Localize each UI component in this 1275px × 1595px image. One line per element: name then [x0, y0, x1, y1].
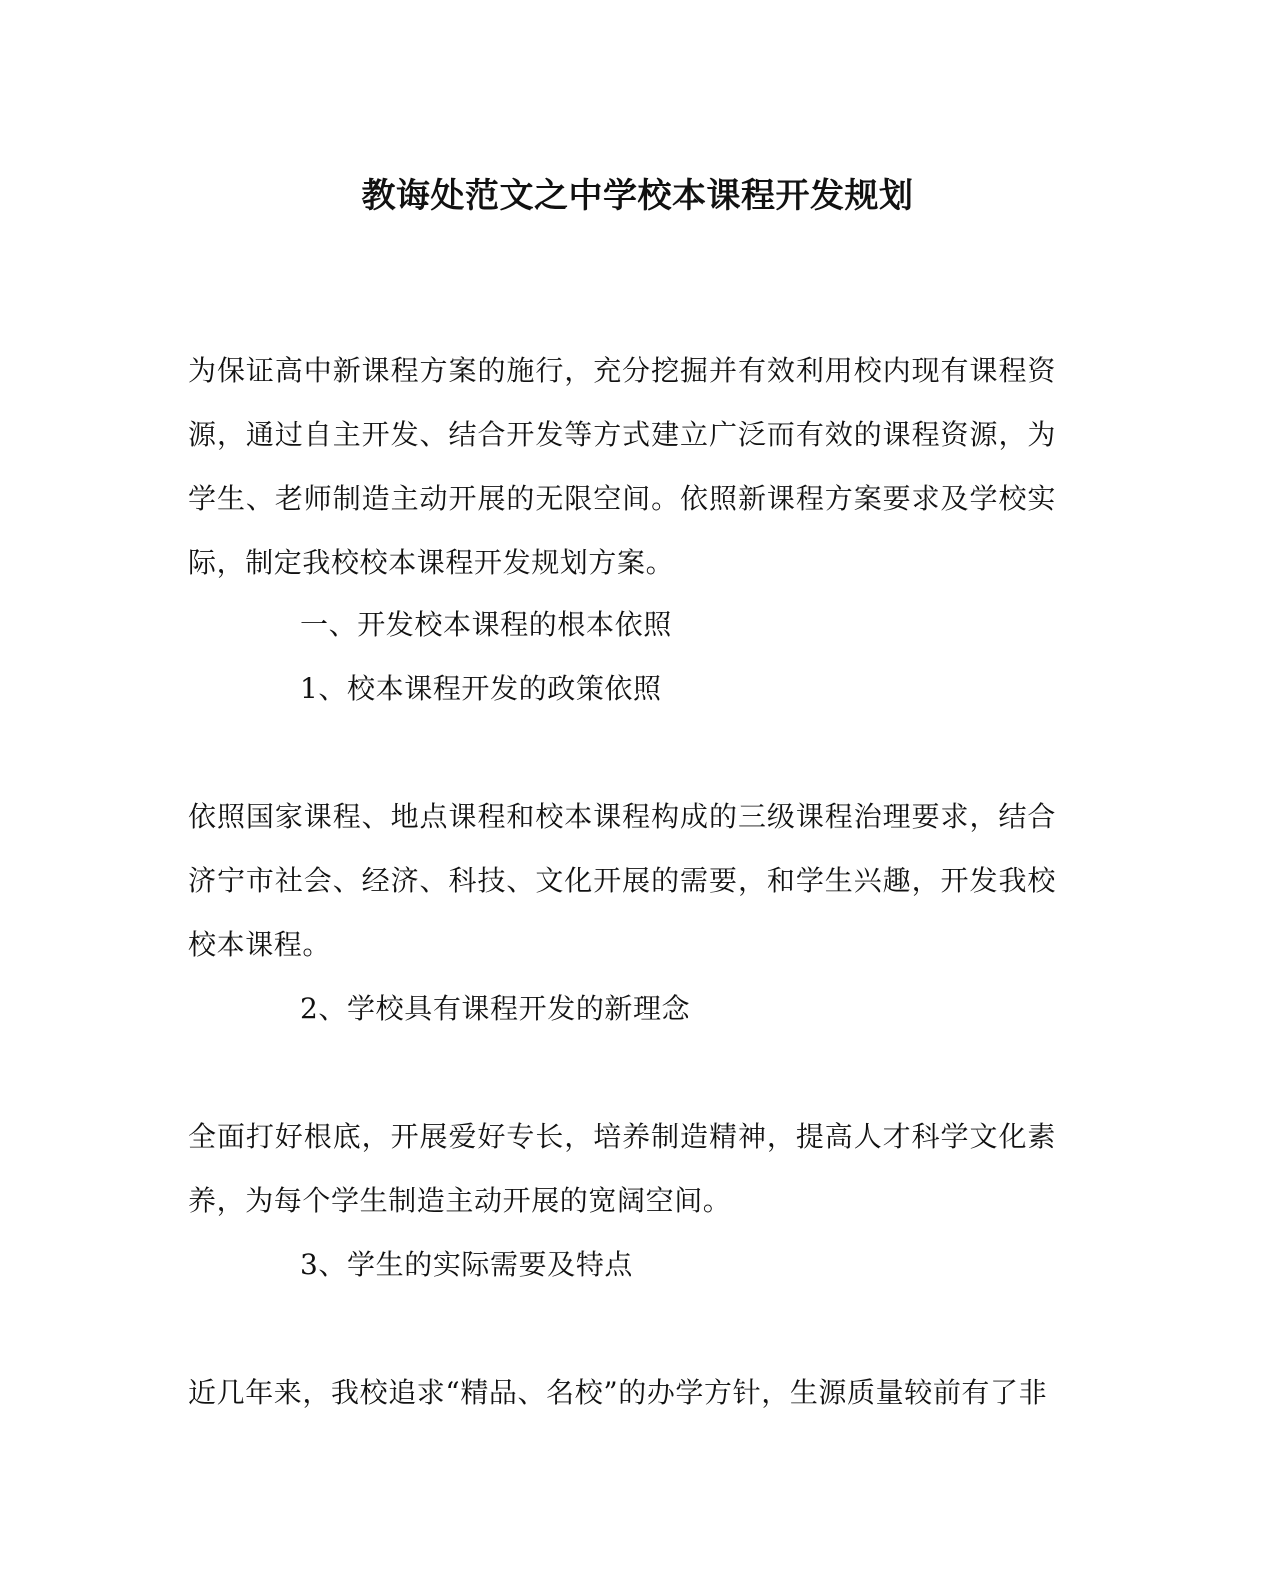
document-title: 教诲处范文之中学校本课程开发规划 — [361, 176, 914, 216]
paragraph-students: 近几年来，我校追求“精品、名校”的办学方针，生源质量较前有了非 — [188, 1376, 1048, 1409]
section-heading-1: 一、开发校本课程的根本依照 — [300, 608, 672, 641]
paragraph-policy: 依照国家课程、地点课程和校本课程构成的三级课程治理要求，结合济宁市社会、经济、科技、文化开展的需要，和学生兴趣，开发我校校本课程。 — [188, 800, 1056, 961]
paragraph-intro: 为保证高中新课程方案的施行，充分挖掘并有效利用校内现有课程资源，通过自主开发、结合开发等方式建立广泛而有效的课程资源，为学生、老师制造主动开展的无限空间。依照新课程方案要求及学校实际，制定我校校本课程开发规划方案。 — [188, 354, 1056, 579]
subsection-heading-3: 3、学生的实际需要及特点 — [300, 1248, 634, 1281]
subsection-heading-2: 2、学校具有课程开发的新理念 — [300, 992, 691, 1025]
paragraph-concept: 全面打好根底，开展爱好专长，培养制造精神，提高人才科学文化素养，为每个学生制造主动开展的宽阔空间。 — [188, 1120, 1056, 1217]
subsection-heading-1: 1、校本课程开发的政策依照 — [300, 672, 662, 705]
